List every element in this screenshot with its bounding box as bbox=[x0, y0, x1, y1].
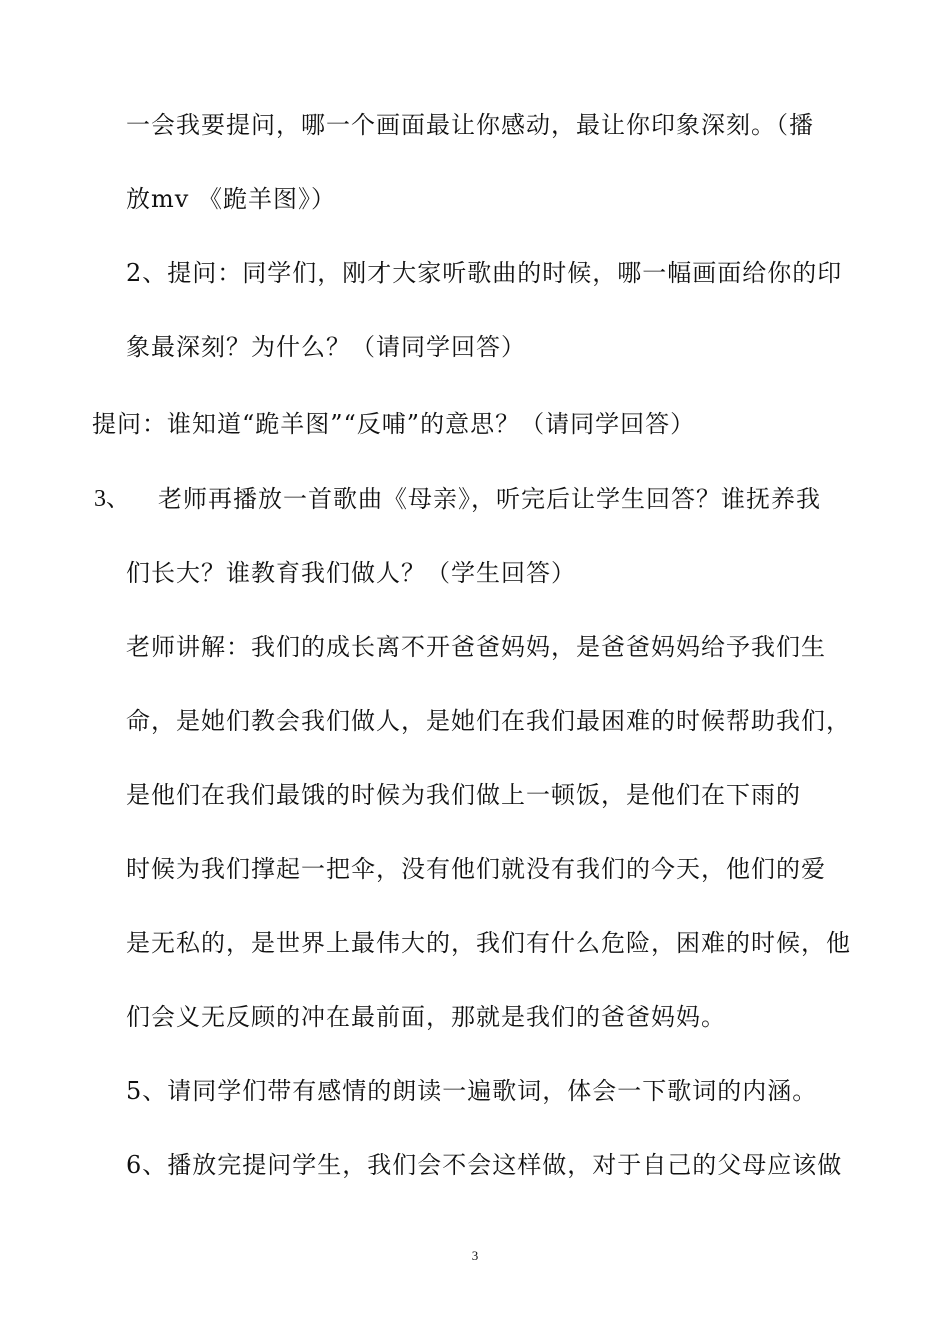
list-number-3: 3、 bbox=[94, 486, 130, 512]
text-line-9: 命，是她们教会我们做人，是她们在我们最困难的时候帮助我们， bbox=[126, 707, 851, 735]
text-line-7: 们长大？谁教育我们做人？（学生回答） bbox=[126, 559, 576, 587]
text-line-14: 5、请同学们带有感情的朗读一遍歌词，体会一下歌词的内涵。 bbox=[126, 1077, 818, 1105]
text-line-12: 是无私的，是世界上最伟大的，我们有什么危险，困难的时候，他 bbox=[126, 929, 851, 957]
text-line-3: 2、提问：同学们，刚才大家听歌曲的时候，哪一幅画面给你的印 bbox=[126, 259, 843, 287]
text-line-15: 6、播放完提问学生，我们会不会这样做，对于自己的父母应该做 bbox=[126, 1151, 843, 1179]
text-line-4: 象最深刻？为什么？（请同学回答） bbox=[126, 333, 526, 361]
text-line-10: 是他们在我们最饿的时候为我们做上一顿饭，是他们在下雨的 bbox=[126, 781, 801, 809]
text-line-1: 一会我要提问，哪一个画面最让你感动，最让你印象深刻。（播 bbox=[126, 111, 814, 139]
text-line-5: 提问：谁知道“跪羊图”“反哺”的意思？（请同学回答） bbox=[92, 410, 696, 438]
text-line-2: 放mv 《跪羊图》） bbox=[126, 185, 336, 213]
text-line-8: 老师讲解：我们的成长离不开爸爸妈妈，是爸爸妈妈给予我们生 bbox=[126, 633, 826, 661]
page-number: 3 bbox=[471, 1248, 479, 1263]
text-line-6: 老师再播放一首歌曲《母亲》，听完后让学生回答？谁抚养我 bbox=[158, 485, 821, 513]
text-line-13: 们会义无反顾的冲在最前面，那就是我们的爸爸妈妈。 bbox=[126, 1003, 726, 1031]
text-line-11: 时候为我们撑起一把伞，没有他们就没有我们的今天，他们的爱 bbox=[126, 855, 826, 883]
